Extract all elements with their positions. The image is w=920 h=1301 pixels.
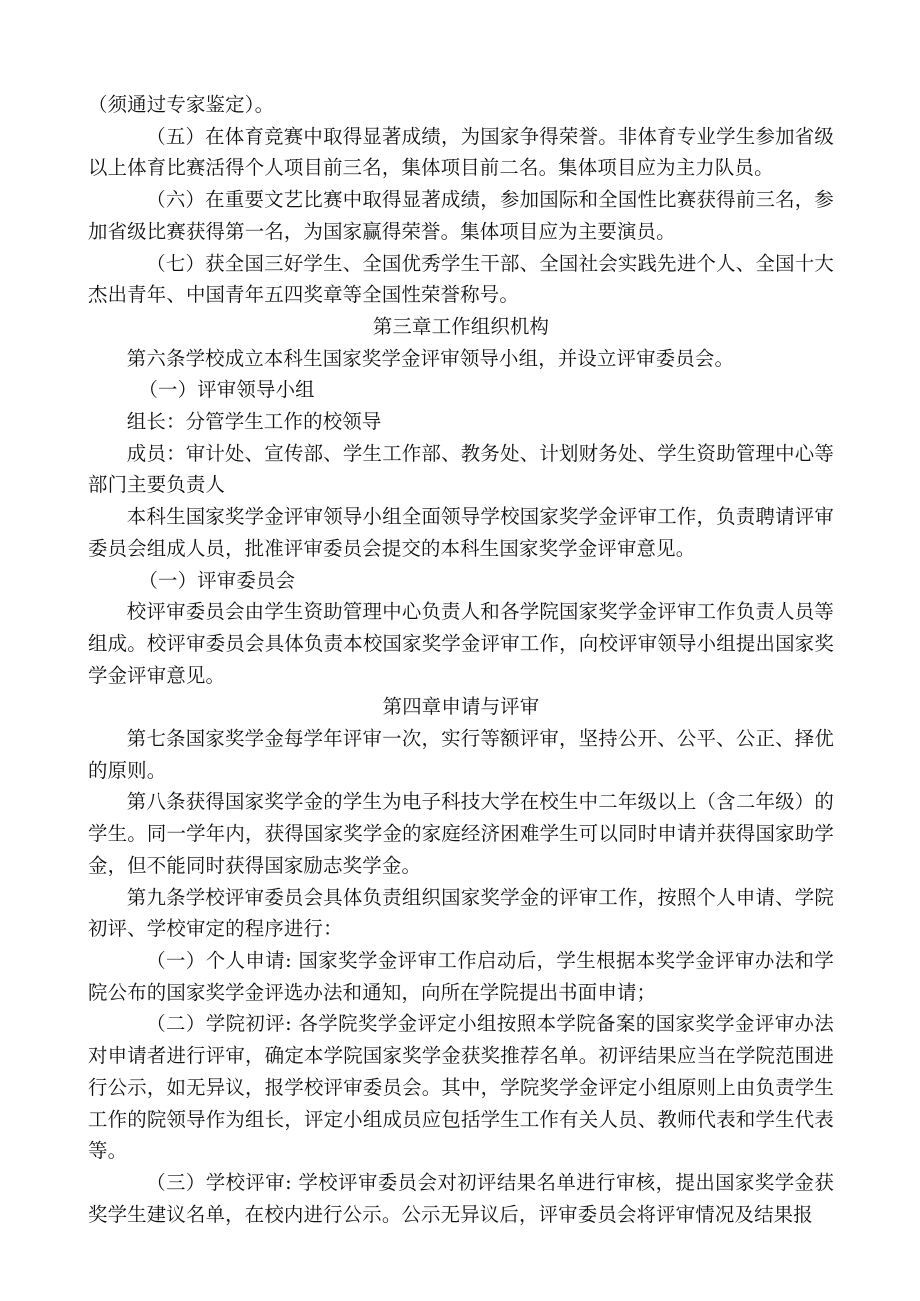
procedure-college-review: （二）学院初评: 各学院奖学金评定小组按照本学院备案的国家奖学金评审办法对申请者进行评审，确定本学院国家奖学金获奖推荐名单。初评结果应当在学院范围进行公示，如无异议，报学校评审委员会。其中，学院奖学金评定小组原则上由负责学生工作的院领导作为组长，评定小组成员应包括学生工作有关人员、教师代表和学生代表等。 (88, 1012, 834, 1163)
article-6: 第六条学校成立本科生国家奖学金评审领导小组，并设立评审委员会。 (126, 346, 735, 370)
document-page (88, 89, 834, 1230)
article-9: 第九条学校评审委员会具体负责组织国家奖学金的评审工作，按照个人申请、学院初评、学校审定的程序进行： (88, 885, 834, 941)
chapter-4-heading: 第四章申请与评审 (382, 695, 540, 719)
procedure-school-review: （三）学校评审: 学校评审委员会对初评结果名单进行审核，提出国家奖学金获奖学生建议名单，在校内进行公示。公示无异议后，评审委员会将评审情况及结果报 (88, 1170, 834, 1226)
paragraph-expert-note: （须通过专家鉴定）。 (88, 93, 275, 116)
leadership-group-duties: 本科生国家奖学金评审领导小组全面领导学校国家奖学金评审工作，负责聘请评审委员会组成人员，批准评审委员会提交的本科生国家奖学金评审意见。 (88, 505, 834, 560)
group-leader-line: 组长：分管学生工作的校领导 (126, 410, 382, 434)
paragraph-item-7: （七）获全国三好学生、全国优秀学生干部、全国社会实践先进个人、全国十大杰出青年、中国青年五四奖章等全国性荣誉称号。 (88, 251, 834, 307)
subheading-leadership-group: （一）评审领导小组 (138, 378, 315, 402)
paragraph-item-5: （五）在体育竞赛中取得显著成绩，为国家争得荣誉。非体育专业学生参加省级以上体育比赛活得个人项目前三名，集体项目前二名。集体项目应为主力队员。 (88, 124, 834, 180)
procedure-individual-application: （一）个人申请: 国家奖学金评审工作启动后，学生根据本奖学金评审办法和学院公布的国家奖学金评选办法和通知，向所在学院提出书面申请； (88, 948, 834, 1004)
review-committee-duties: 校评审委员会由学生资助管理中心负责人和各学院国家奖学金评审工作负责人员等组成。校评审委员会具体负责本校国家奖学金评审工作，向校评审领导小组提出国家奖学金评审意见。 (88, 600, 834, 687)
subheading-review-committee: （一）评审委员会 (138, 568, 296, 592)
group-members-line: 成员：审计处、宣传部、学生工作部、教务处、计划财务处、学生资助管理中心等部门主要负责人 (88, 441, 834, 497)
article-8: 第八条获得国家奖学金的学生为电子科技大学在校生中二年级以上（含二年级）的学生。同一学年内，获得国家奖学金的家庭经济困难学生可以同时申请并获得国家助学金，但不能同时获得国家励志奖学金。 (88, 790, 834, 877)
chapter-3-heading: 第三章工作组织机构 (372, 314, 550, 338)
article-7: 第七条国家奖学金每学年评审一次，实行等额评审，坚持公开、公平、公正、择优的原则。 (88, 727, 834, 782)
paragraph-item-6: （六）在重要文艺比赛中取得显著成绩，参加国际和全国性比赛获得前三名，参加省级比赛获得第一名，为国家赢得荣誉。集体项目应为主要演员。 (88, 188, 834, 243)
